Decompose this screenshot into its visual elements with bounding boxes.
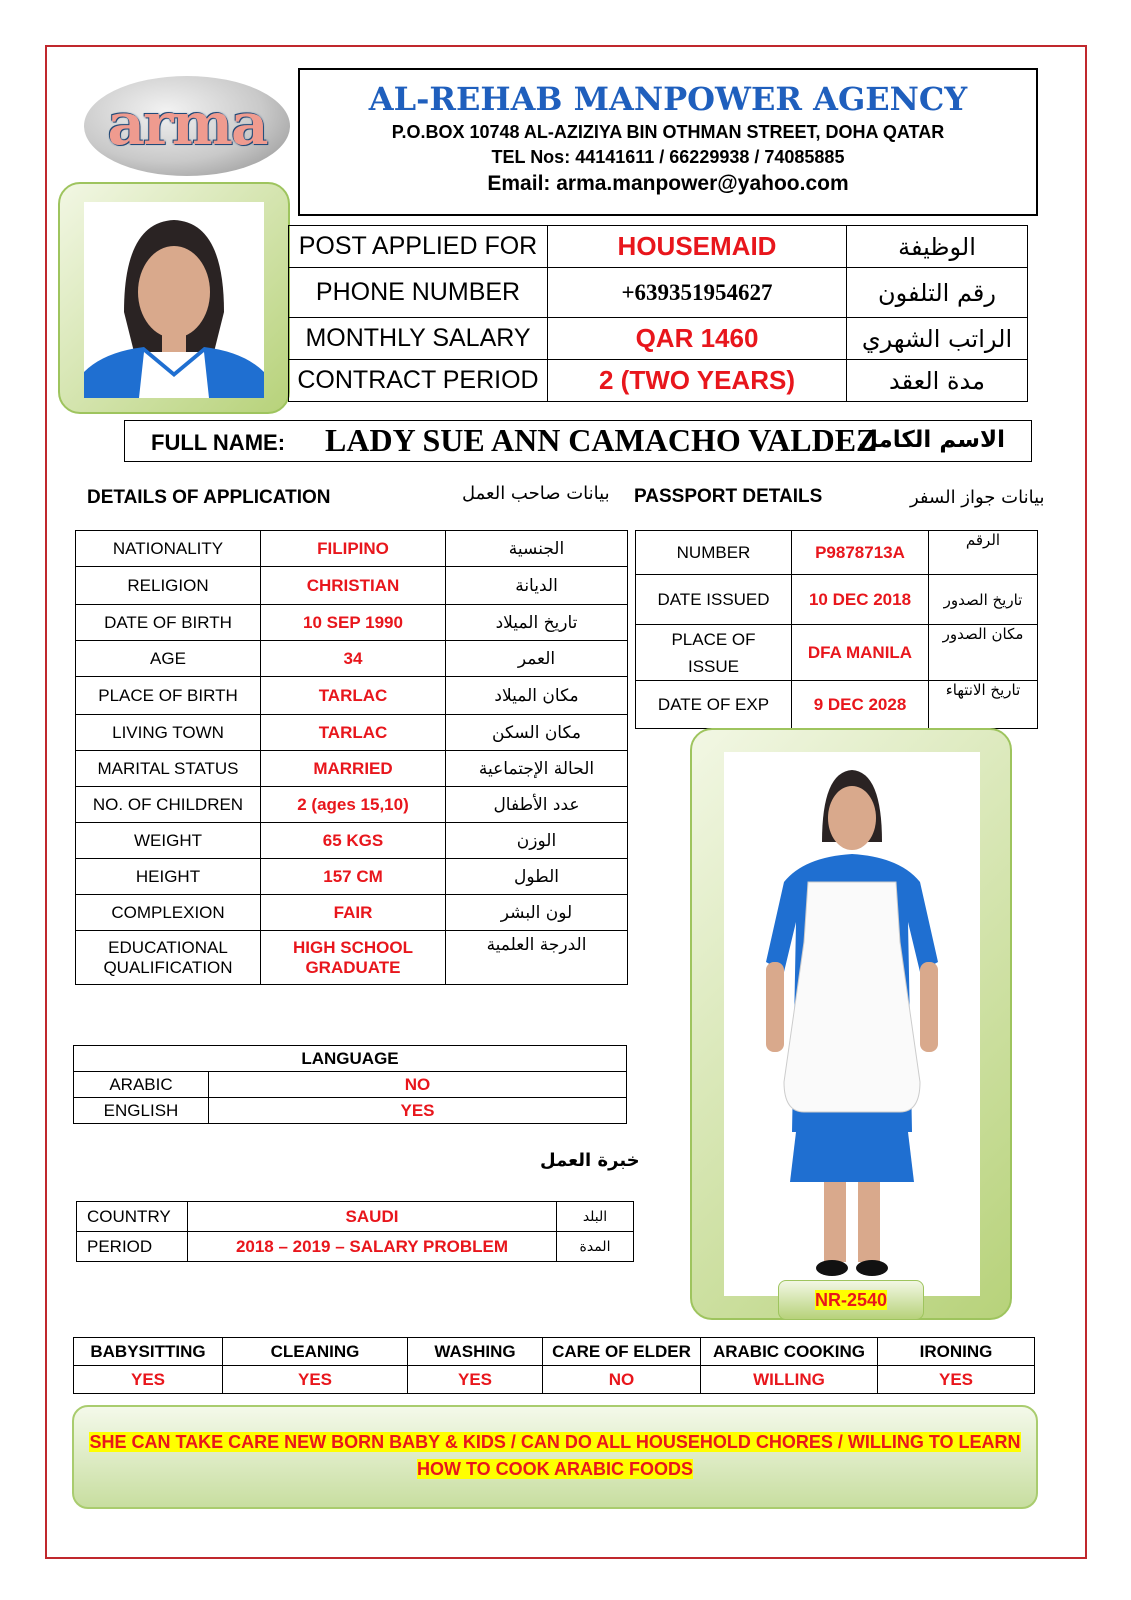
application-title-arabic: بيانات صاحب العمل bbox=[462, 483, 610, 504]
row-value: FILIPINO bbox=[261, 531, 446, 567]
phone-row bbox=[289, 268, 1028, 318]
row-value: 2 (ages 15,10) bbox=[261, 787, 446, 823]
salary-arabic: الراتب الشهري bbox=[847, 318, 1028, 360]
row-value: TARLAC bbox=[261, 715, 446, 751]
phone-arabic: رقم التلفون bbox=[847, 268, 1028, 318]
experience-title-arabic: خبرة العمل bbox=[540, 1150, 640, 1171]
contract-arabic: مدة العقد bbox=[847, 360, 1028, 402]
remarks-line-1: SHE CAN TAKE CARE NEW BORN BABY & KIDS / CAN DO ALL HOUSEHOLD CHORES / WILLING TO LEARN bbox=[89, 1432, 1021, 1452]
table-row bbox=[76, 751, 628, 787]
language-label: ARABIC bbox=[74, 1072, 209, 1098]
application-title: DETAILS OF APPLICATION bbox=[87, 487, 331, 508]
row-label: HEIGHT bbox=[76, 859, 261, 895]
skill-label: IRONING bbox=[878, 1338, 1035, 1366]
fullbody-frame bbox=[690, 728, 1012, 1320]
row-label: COMPLEXION bbox=[76, 895, 261, 931]
row-arabic: تاريخ الميلاد bbox=[446, 605, 628, 641]
table-row bbox=[636, 575, 1038, 625]
table-row bbox=[636, 625, 1038, 681]
row-value: CHRISTIAN bbox=[261, 567, 446, 605]
experience-value: SAUDI bbox=[188, 1202, 557, 1232]
skill-label: ARABIC COOKING bbox=[701, 1338, 878, 1366]
row-arabic: الحالة الإجتماعية bbox=[446, 751, 628, 787]
salary-value: QAR 1460 bbox=[548, 318, 847, 360]
salary-label: MONTHLY SALARY bbox=[289, 318, 548, 360]
row-value: HIGH SCHOOL GRADUATE bbox=[261, 931, 446, 985]
passport-title: PASSPORT DETAILS bbox=[634, 486, 823, 507]
row-value: FAIR bbox=[261, 895, 446, 931]
row-label: PLACE OF BIRTH bbox=[76, 677, 261, 715]
post-table bbox=[288, 225, 1028, 402]
table-row bbox=[76, 787, 628, 823]
experience-arabic: البلد bbox=[557, 1202, 634, 1232]
row-arabic: الطول bbox=[446, 859, 628, 895]
experience-value: 2018 – 2019 – SALARY PROBLEM bbox=[188, 1232, 557, 1262]
experience-arabic: المدة bbox=[557, 1232, 634, 1262]
agency-email: Email: arma.manpower@yahoo.com bbox=[487, 172, 849, 195]
row-value: DFA MANILA bbox=[792, 625, 929, 681]
row-arabic: مكان الميلاد bbox=[446, 677, 628, 715]
skill-value: YES bbox=[74, 1366, 223, 1394]
row-arabic: الجنسية bbox=[446, 531, 628, 567]
row-value: TARLAC bbox=[261, 677, 446, 715]
language-title: LANGUAGE bbox=[74, 1046, 627, 1072]
row-arabic: الوزن bbox=[446, 823, 628, 859]
row-label: PLACE OF ISSUE bbox=[636, 625, 792, 681]
remarks-line-2: HOW TO COOK ARABIC FOODS bbox=[417, 1459, 693, 1479]
table-row bbox=[76, 605, 628, 641]
row-value: MARRIED bbox=[261, 751, 446, 787]
table-row bbox=[77, 1232, 634, 1262]
contract-value: 2 (TWO YEARS) bbox=[548, 360, 847, 402]
language-header-row bbox=[74, 1046, 627, 1072]
skill-value: NO bbox=[543, 1366, 701, 1394]
row-label: WEIGHT bbox=[76, 823, 261, 859]
agency-name: AL-REHAB MANPOWER AGENCY bbox=[368, 80, 968, 118]
agency-tel: TEL Nos: 44141611 / 66229938 / 74085885 bbox=[491, 147, 845, 167]
row-arabic: مكان الصدور bbox=[929, 625, 1038, 681]
post-label: POST APPLIED FOR bbox=[289, 226, 548, 268]
row-label: LIVING TOWN bbox=[76, 715, 261, 751]
table-row bbox=[76, 859, 628, 895]
row-label: EDUCATIONAL QUALIFICATION bbox=[76, 931, 261, 985]
row-label: AGE bbox=[76, 641, 261, 677]
skills-table bbox=[73, 1337, 1035, 1394]
row-label: MARITAL STATUS bbox=[76, 751, 261, 787]
experience-table bbox=[76, 1201, 634, 1262]
row-value: 9 DEC 2028 bbox=[792, 681, 929, 729]
table-row bbox=[76, 823, 628, 859]
row-label: DATE OF EXP bbox=[636, 681, 792, 729]
row-label: DATE OF BIRTH bbox=[76, 605, 261, 641]
skill-label: CLEANING bbox=[223, 1338, 408, 1366]
row-arabic: الرقم bbox=[929, 531, 1038, 575]
remarks-box bbox=[72, 1405, 1038, 1509]
table-row bbox=[76, 531, 628, 567]
table-row bbox=[76, 715, 628, 751]
row-label: NUMBER bbox=[636, 531, 792, 575]
row-value: 10 SEP 1990 bbox=[261, 605, 446, 641]
table-row bbox=[74, 1072, 627, 1098]
agency-header bbox=[298, 68, 1038, 216]
language-value: YES bbox=[209, 1098, 627, 1124]
skills-value-row bbox=[74, 1366, 1035, 1394]
salary-row bbox=[289, 318, 1028, 360]
language-label: ENGLISH bbox=[74, 1098, 209, 1124]
passport-table bbox=[635, 530, 1038, 729]
row-label: RELIGION bbox=[76, 567, 261, 605]
language-value: NO bbox=[209, 1072, 627, 1098]
row-label: DATE ISSUED bbox=[636, 575, 792, 625]
language-table bbox=[73, 1045, 627, 1124]
agency-logo bbox=[84, 76, 290, 176]
table-row bbox=[76, 931, 628, 985]
full-name-value: LADY SUE ANN CAMACHO VALDEZ bbox=[325, 422, 878, 458]
row-value: 34 bbox=[261, 641, 446, 677]
headshot-frame bbox=[58, 182, 290, 414]
skill-label: BABYSITTING bbox=[74, 1338, 223, 1366]
row-label: NO. OF CHILDREN bbox=[76, 787, 261, 823]
row-value: 157 CM bbox=[261, 859, 446, 895]
table-row bbox=[76, 895, 628, 931]
row-arabic: العمر bbox=[446, 641, 628, 677]
skill-label: WASHING bbox=[408, 1338, 543, 1366]
full-name-arabic: الاسم الكامل bbox=[858, 427, 1005, 453]
skills-header-row bbox=[74, 1338, 1035, 1366]
headshot-photo bbox=[84, 202, 264, 398]
skill-value: YES bbox=[223, 1366, 408, 1394]
agency-address: P.O.BOX 10748 AL-AZIZIYA BIN OTHMAN STREET, DOHA QATAR bbox=[391, 122, 945, 142]
phone-value: +639351954627 bbox=[548, 268, 847, 318]
experience-label: PERIOD bbox=[77, 1232, 188, 1262]
skill-value: WILLING bbox=[701, 1366, 878, 1394]
reference-number: NR-2540 bbox=[814, 1290, 888, 1310]
skill-value: YES bbox=[408, 1366, 543, 1394]
logo-text: arma bbox=[107, 90, 267, 158]
table-row bbox=[77, 1202, 634, 1232]
skill-value: YES bbox=[878, 1366, 1035, 1394]
table-row bbox=[76, 677, 628, 715]
experience-label: COUNTRY bbox=[77, 1202, 188, 1232]
application-table bbox=[75, 530, 628, 985]
skill-label: CARE OF ELDER bbox=[543, 1338, 701, 1366]
table-row bbox=[74, 1098, 627, 1124]
passport-title-arabic: بيانات جواز السفر bbox=[910, 487, 1045, 508]
row-value: 10 DEC 2018 bbox=[792, 575, 929, 625]
table-row bbox=[636, 531, 1038, 575]
row-value: 65 KGS bbox=[261, 823, 446, 859]
row-value: P9878713A bbox=[792, 531, 929, 575]
row-arabic: الدرجة العلمية bbox=[446, 931, 628, 985]
row-arabic: تاريخ الانتهاء bbox=[929, 681, 1038, 729]
row-arabic: لون البشر bbox=[446, 895, 628, 931]
row-arabic: الديانة bbox=[446, 567, 628, 605]
reference-badge bbox=[778, 1280, 924, 1320]
post-arabic: الوظيفة bbox=[847, 226, 1028, 268]
table-row bbox=[636, 681, 1038, 729]
table-row bbox=[76, 567, 628, 605]
full-name-bar bbox=[124, 420, 1032, 462]
post-value: HOUSEMAID bbox=[548, 226, 847, 268]
phone-label: PHONE NUMBER bbox=[289, 268, 548, 318]
contract-label: CONTRACT PERIOD bbox=[289, 360, 548, 402]
fullbody-photo bbox=[724, 752, 980, 1296]
full-name-label: FULL NAME: bbox=[151, 430, 286, 455]
row-arabic: عدد الأطفال bbox=[446, 787, 628, 823]
row-label: NATIONALITY bbox=[76, 531, 261, 567]
row-arabic: تاريخ الصدور bbox=[929, 575, 1038, 625]
table-row bbox=[76, 641, 628, 677]
contract-row bbox=[289, 360, 1028, 402]
post-row bbox=[289, 226, 1028, 268]
row-arabic: مكان السكن bbox=[446, 715, 628, 751]
